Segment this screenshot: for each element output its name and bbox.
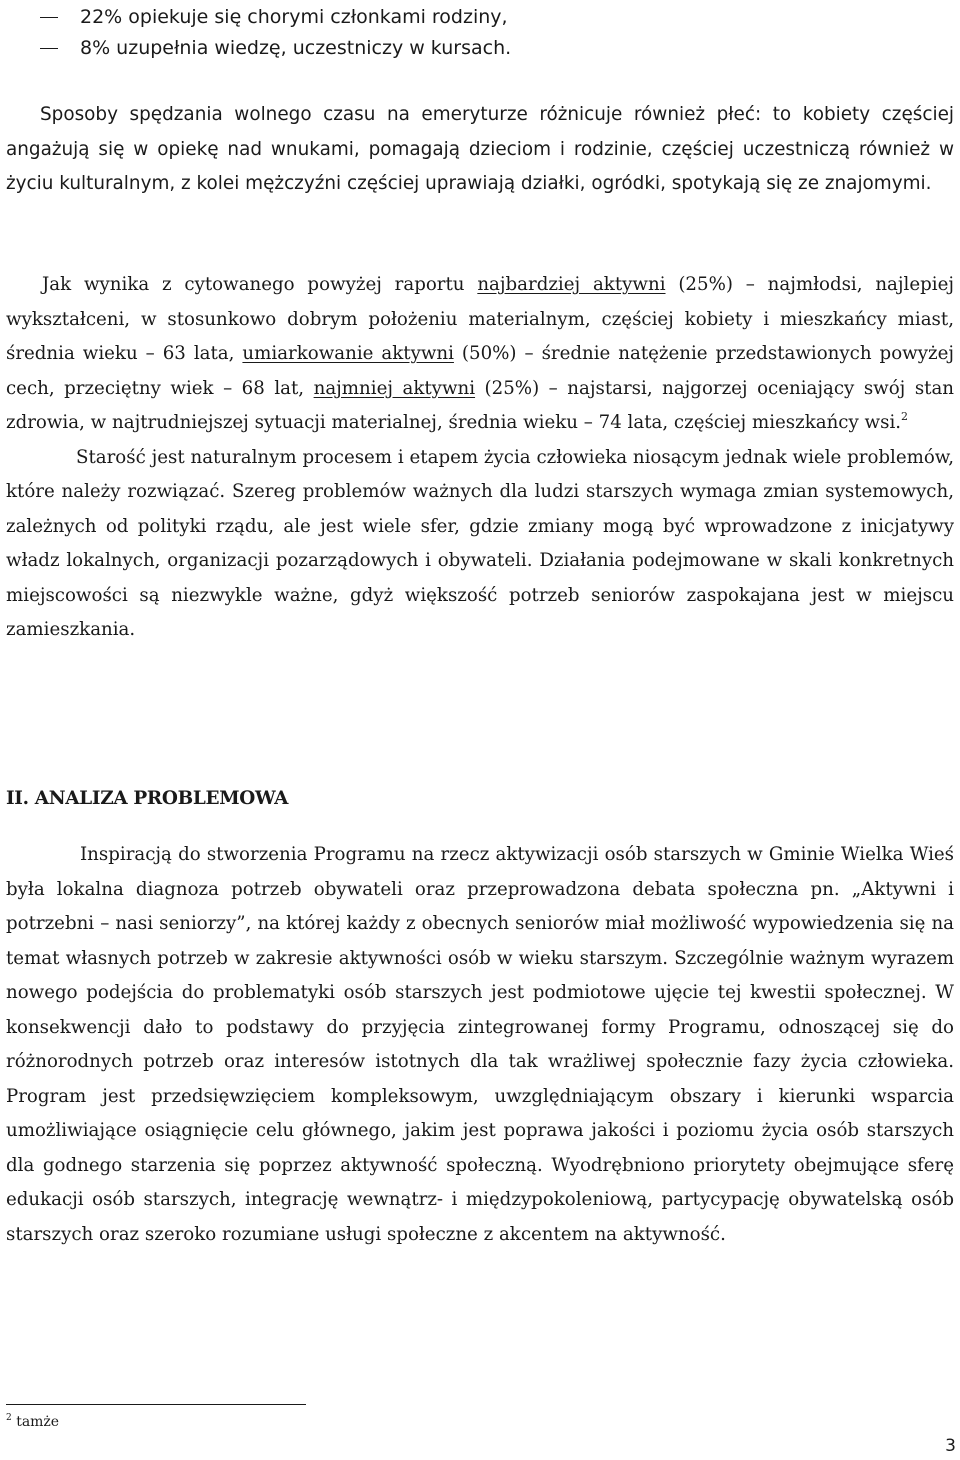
most-active-label: najbardziej aktywni: [477, 274, 666, 295]
list-item: [0, 33, 960, 64]
dash-bullet-icon: [40, 17, 58, 18]
list-item-text: 22% opiekuje się chorymi członkami rodziny,: [80, 6, 508, 28]
page-number: 3: [945, 1436, 956, 1456]
analysis-paragraph: Inspiracją do stworzenia Programu na rzecz aktywizacji osób starszych w Gminie Wielka Wieś była lokalna diagnoza potrzeb obywateli oraz przeprowadzona debata społeczna pn. „Aktywni i potrzebni – nasi seniorzy”, na której każdy z obecnych seniorów miał możliwość wypowiedzenia się na temat własnych potrzeb w zakresie aktywności osób w wieku starszym. Szczególnie ważnym wyrazem nowego podejścia do problematyki osób starszych jest podmiotowe ujęcie tej kwestii społecznej. W konsekwencji dało to podstawy do przyjęcia zintegrowanej formy Programu, odnoszącej się do różnorodnych potrzeb oraz interesów istotnych dla tak wrażliwej społecznie fazy życia człowieka. Program jest przedsięwzięciem kompleksowym, uwzględniającym obszary i kierunki wsparcia umożliwiające osiągnięcie celu głównego, jakim jest poprawa jakości i poziomu życia osób starszych dla godnego starzenia się poprzez aktywność społeczną. Wyodrębniono priorytety obejmujące sferę edukacji osób starszych, integrację wewnątrz- i międzypokoleniową, partycypację obywatelską osób starszych oraz szeroko rozumiane usługi społeczne z akcentem na aktywność.: [6, 844, 954, 1245]
report-intro: Jak wynika z cytowanego powyżej raportu: [42, 274, 478, 295]
moderate-text: (50%) – średnie natężenie przedstawionych powyżej cech, przeciętny wiek – 68 lat,: [6, 343, 954, 399]
footnote: [6, 1414, 59, 1430]
report-continuation: Starość jest naturalnym procesem i etapem życia człowieka niosącym jednak wiele problemów, które należy rozwiązać. Szereg problemów ważnych dla ludzi starszych wymaga zmian systemowych, zależnych od polityki rządu, ale jest wiele sfer, gdzie zmiany mogą być wprowadzone z inicjatywy władz lokalnych, organizacji pozarządowych i obywateli. Działania podejmowane w skali konkretnych miejscowości są niezwykle ważne, gdyż większość potrzeb seniorów zaspokajana jest w miejscu zamieszkania.: [6, 446, 954, 640]
least-active-label: najmniej aktywni: [313, 377, 476, 399]
dash-bullet-icon: [40, 48, 58, 49]
footnote-number: 2: [6, 1413, 12, 1423]
footnote-text: tamże: [16, 1414, 60, 1430]
footnote-separator: [6, 1404, 306, 1405]
footnote-reference: 2: [901, 410, 909, 423]
moderate-label: umiarkowanie aktywni: [242, 343, 454, 364]
most-active-text: (25%) – najmłodsi, najlepiej wykształceni, w stosunkowo dobrym położeniu materialnym, częściej kobiety i mieszkańcy miast, średnia wieku – 63 lata,: [6, 274, 954, 364]
list-item: [0, 2, 960, 33]
report-paragraph: [6, 268, 954, 648]
section-heading: II. ANALIZA PROBLEMOWA: [6, 788, 289, 809]
least-active-text: (25%) – najstarsi, najgorzej oceniający swój stan zdrowia, w najtrudniejszej sytuacji materialnej, średnia wieku – 74 lata, częściej mieszkańcy wsi.: [6, 377, 955, 433]
bullet-list: [0, 2, 960, 64]
list-item-text: 8% uzupełnia wiedzę, uczestniczy w kursach.: [80, 37, 512, 59]
gender-paragraph: Sposoby spędzania wolnego czasu na emeryturze różnicuje również płeć: to kobiety częściej angażują się w opiekę nad wnukami, pomagają dzieciom i rodzinie, częściej uczestniczą również w życiu kulturalnym, z kolei mężczyźni częściej uprawiają działki, ogródki, spotykają się ze znajomymi.: [6, 104, 954, 194]
